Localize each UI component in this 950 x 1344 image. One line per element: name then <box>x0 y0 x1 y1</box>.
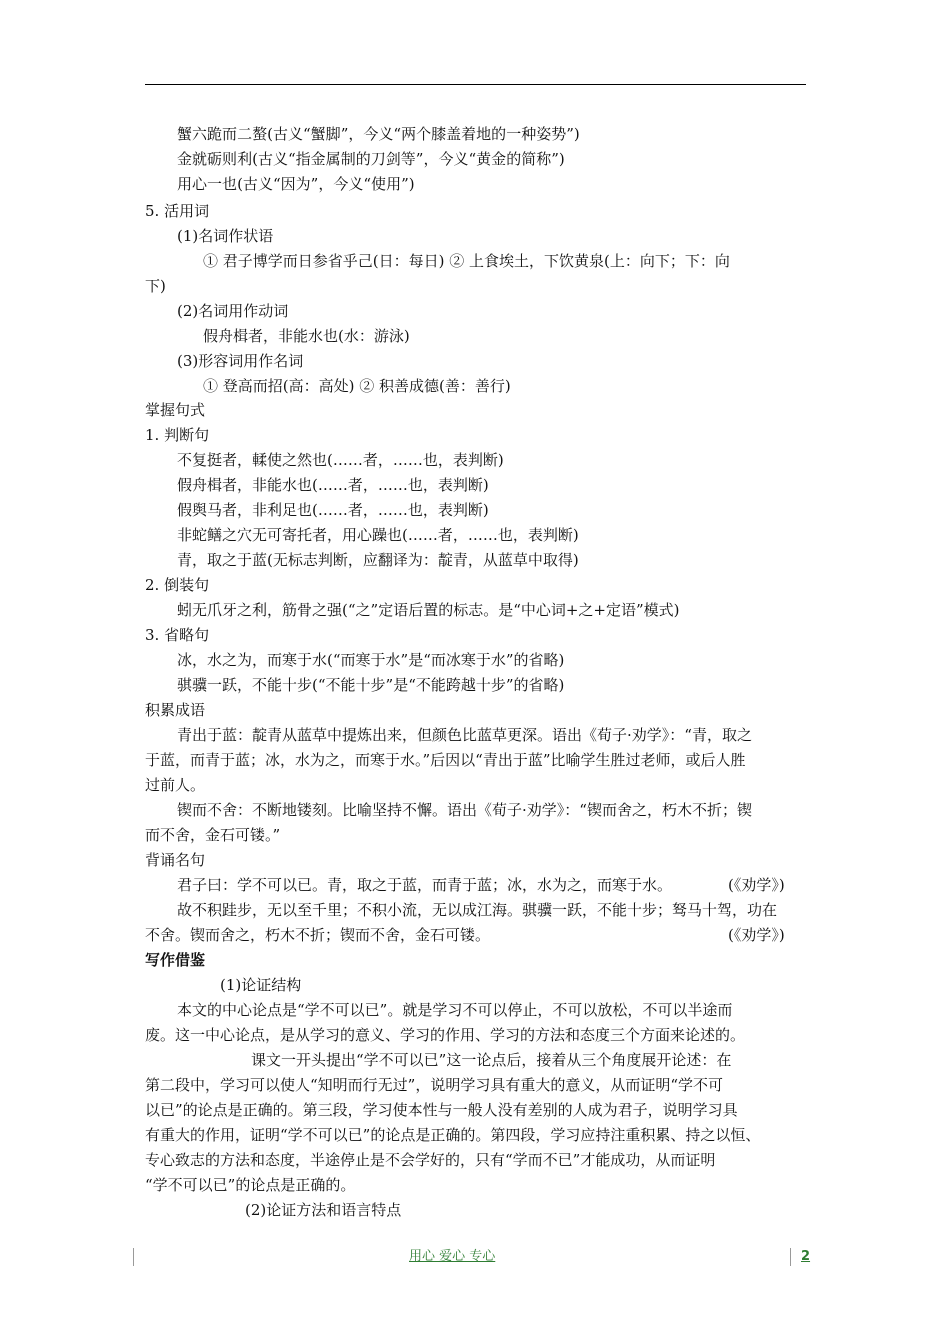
section-heading: 掌握句式 <box>145 401 206 419</box>
text-line: “学不可以已”的论点是正确的。 <box>145 1176 356 1194</box>
text-line: 下) <box>145 277 166 295</box>
text-line: 骐骥一跃，不能十步(“不能十步”是“不能跨越十步”的省略) <box>177 676 565 694</box>
text-line: 金就砺则利(古义“指金属制的刀剑等”，今义“黄金的简称”) <box>177 150 565 168</box>
footer-left-bar <box>133 1248 134 1266</box>
emphasis-dot-char: 用 <box>177 175 193 193</box>
text-line: 冰，水之为，而寒于水(“而寒于水”是“而冰寒于水”的省略) <box>177 651 565 669</box>
text-line: ① 登高而招(高：高处) ② 积善成德(善：善行) <box>203 377 511 395</box>
text-line: 青出于蓝：靛青从蓝草中提炼出来，但颜色比蓝草更深。语出《荀子·劝学》：“青，取之 <box>177 726 752 744</box>
text-line: 蟹六跪而二螯(古义“蟹脚”，今义“两个膝盖着地的一种姿势”) <box>177 125 580 143</box>
text-line: 假舟楫者，非能水也(……者，……也，表判断) <box>177 476 489 494</box>
text-line: (2)论证方法和语言特点 <box>245 1201 402 1219</box>
text-line: 3. 省略句 <box>145 626 210 644</box>
text-line: 君子曰：学不可以已。青，取之于蓝，而青于蓝；冰，水为之，而寒于水。 <box>177 876 673 894</box>
text-line: 5. 活用词 <box>145 202 210 220</box>
text-line: 第二段中，学习可以使人“知明而行无过”，说明学习具有重大的意义，从而证明“学不可 <box>145 1076 724 1094</box>
text-line: ① 君子博学而日参省乎己(日：每日) ② 上食埃土，下饮黄泉(上：向下；下：向 <box>203 252 730 270</box>
footer-right-bar <box>790 1248 791 1266</box>
text-line: 于蓝，而青于蓝；冰，水为之，而寒于水。”后因以“青出于蓝”比喻学生胜过老师，或后人胜 <box>145 751 746 769</box>
text-line: 用心一也(古义“因为”，今义“使用”) <box>177 175 415 193</box>
text-line: (3)形容词用作名词 <box>177 352 304 370</box>
text-line: 青，取之于蓝(无标志判断，应翻译为：靛青，从蓝草中取得) <box>177 551 579 569</box>
text-line: 假舟楫者，非能水也(水：游泳) <box>203 327 410 345</box>
text-line: 非蛇鳝之穴无可寄托者，用心躁也(……者，……也，表判断) <box>177 526 579 544</box>
text-line: 1. 判断句 <box>145 426 210 444</box>
section-heading: 写作借鉴 <box>145 951 206 969</box>
emphasis-dot-char: 跪 <box>207 125 223 143</box>
text-line: 过前人。 <box>145 776 206 794</box>
citation: (《劝学》) <box>728 876 785 894</box>
text-line: 课文一开头提出“学不可以已”这一论点后，接着从三个角度展开论述：在 <box>251 1051 732 1069</box>
header-rule <box>145 84 806 85</box>
text-line: (1)论证结构 <box>220 976 302 994</box>
text-line: (1)名词作状语 <box>177 227 274 245</box>
page-number: 2 <box>801 1249 811 1264</box>
text-line: 本文的中心论点是“学不可以已”。就是学习不可以停止，不可以放松，不可以半途而 <box>177 1001 733 1019</box>
text-line: 蚓无爪牙之利，筋骨之强(“之”定语后置的标志。是“中心词+之+定语”模式) <box>177 601 680 619</box>
text-line: 不舍。锲而舍之，朽木不折；锲而不舍，金石可镂。 <box>145 926 491 944</box>
text-line: 专心致志的方法和态度，半途停止是不会学好的，只有“学而不已”才能成功，从而证明 <box>145 1151 716 1169</box>
text-line: 假舆马者，非利足也(……者，……也，表判断) <box>177 501 489 519</box>
text-line: 故不积跬步，无以至千里；不积小流，无以成江海。骐骥一跃，不能十步；驽马十驾，功在 <box>177 901 778 919</box>
section-heading: 背诵名句 <box>145 851 206 869</box>
text-line: 有重大的作用，证明“学不可以已”的论点是正确的。第四段，学习应持注重积累、持之以恒、 <box>145 1126 761 1144</box>
footer-text: 用心 爱心 专心 <box>409 1249 496 1264</box>
text-line: 而不舍，金石可镂。” <box>145 826 281 844</box>
text-line: 2. 倒装句 <box>145 576 210 594</box>
text-line: 以已”的论点是正确的。第三段，学习使本性与一般人没有差别的人成为君子，说明学习具 <box>145 1101 738 1119</box>
citation: (《劝学》) <box>728 926 785 944</box>
text-line: 废。这一中心论点，是从学习的意义、学习的作用、学习的方法和态度三个方面来论述的。 <box>145 1026 746 1044</box>
text-line: 锲而不舍：不断地镂刻。比喻坚持不懈。语出《荀子·劝学》：“锲而舍之，朽木不折；锲 <box>177 801 752 819</box>
text-line: (2)名词用作动词 <box>177 302 289 320</box>
section-heading: 积累成语 <box>145 701 206 719</box>
text-line: 不复挺者，輮使之然也(……者，……也，表判断) <box>177 451 504 469</box>
emphasis-dot-char: 金 <box>177 150 193 168</box>
